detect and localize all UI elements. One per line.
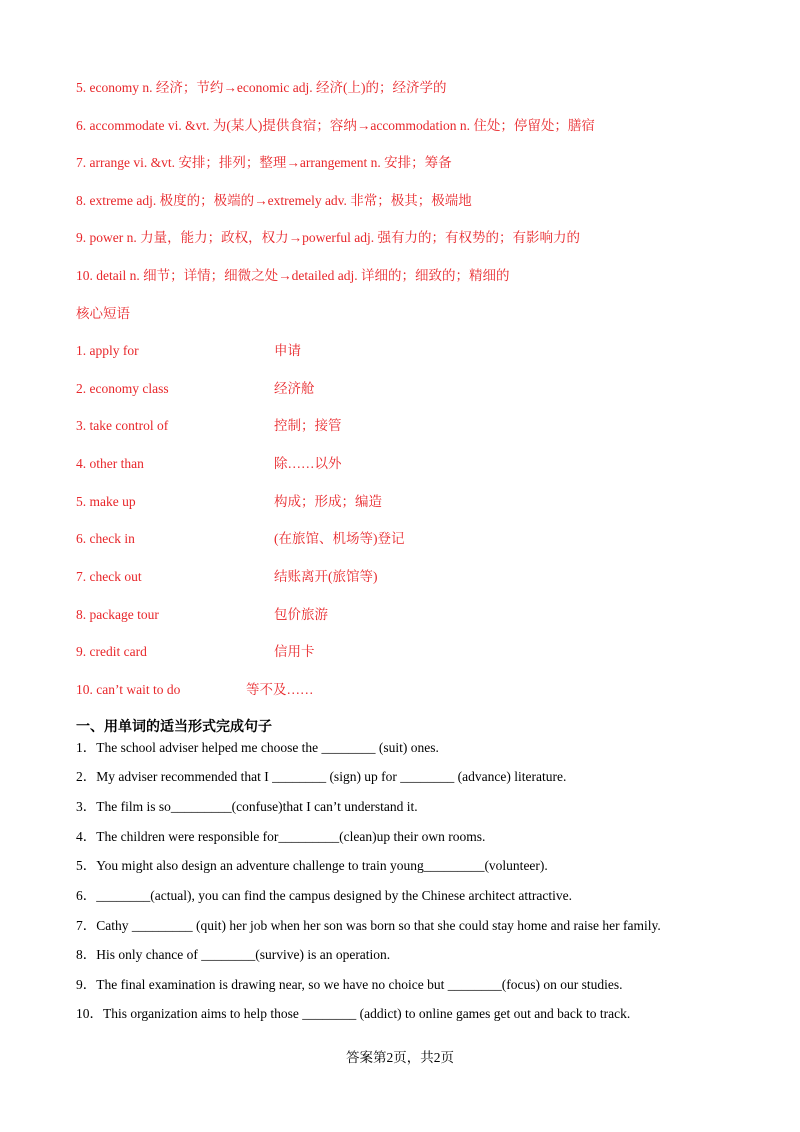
vocab-item: 9. power n. 力量，能力；政权，权力→powerful adj. 强有力的；有权势的；有影响力的 [76,230,580,245]
vocab-item: 6. accommodate vi. &vt. 为(某人)提供食宿；容纳→accommodation n. 住处；停留处；膳宿 [76,118,595,133]
phrase-meaning: 申请 [274,343,301,358]
phrase-meaning: 控制；接管 [274,418,342,433]
phrase-term: 8. package tour [76,607,159,622]
phrase-term: 7. check out [76,569,142,584]
vocab-item: 10. detail n. 细节；详情；细微之处→detailed adj. 详细的；细致的；精细的 [76,268,510,283]
phrase-term: 1. apply for [76,343,139,358]
section-title: 一、用单词的适当形式完成句子 [76,719,272,735]
exercise-item: 3．The film is so_________(confuse)that I can’t understand it. [76,799,418,814]
phrase-term: 5. make up [76,494,136,509]
vocab-item: 7. arrange vi. &vt. 安排；排列；整理→arrangement n. 安排；筹备 [76,155,452,170]
phrase-meaning: (在旅馆、机场等)登记 [274,531,405,546]
phrase-term: 6. check in [76,531,135,546]
exercise-item: 7．Cathy _________ (quit) her job when her son was born so that she could stay home and raise her family. [76,918,661,933]
exercise-item: 1．The school adviser helped me choose the ________ (suit) ones. [76,740,439,755]
exercise-item: 9．The final examination is drawing near, so we have no choice but ________(focus) on our studies. [76,977,623,992]
exercise-item: 8．His only chance of ________(survive) is an operation. [76,947,391,962]
page-footer: 答案第2页，共2页 [346,1050,454,1065]
phrase-term: 3. take control of [76,418,169,433]
phrase-meaning: 包价旅游 [274,607,328,622]
phrase-meaning: 除……以外 [274,456,342,471]
exercise-item: 5．You might also design an adventure challenge to train young_________(volunteer). [76,858,548,873]
phrase-meaning: 等不及…… [246,682,314,697]
phrase-term: 10. can’t wait to do [76,682,181,697]
exercise-item: 10．This organization aims to help those ________ (addict) to online games get out and back to track. [76,1006,631,1021]
vocab-item: 5. economy n. 经济；节约→economic adj. 经济(上)的；经济学的 [76,80,447,95]
phrase-term: 2. economy class [76,381,169,396]
phrase-meaning: 构成；形成；编造 [274,494,382,509]
phrase-term: 9. credit card [76,644,147,659]
exercise-item: 2．My adviser recommended that I ________ (sign) up for ________ (advance) literature. [76,769,567,784]
phrase-meaning: 结账离开(旅馆等) [274,569,378,584]
phrase-meaning: 经济舱 [274,381,315,396]
phrase-term: 4. other than [76,456,144,471]
phrase-meaning: 信用卡 [274,644,315,659]
phrases-heading: 核心短语 [76,306,130,321]
vocab-item: 8. extreme adj. 极度的；极端的→extremely adv. 非常；极其；极端地 [76,193,472,208]
exercise-item: 4．The children were responsible for_________(clean)up their own rooms. [76,829,486,844]
exercise-item: 6．________(actual), you can find the campus designed by the Chinese architect attractive. [76,888,572,903]
